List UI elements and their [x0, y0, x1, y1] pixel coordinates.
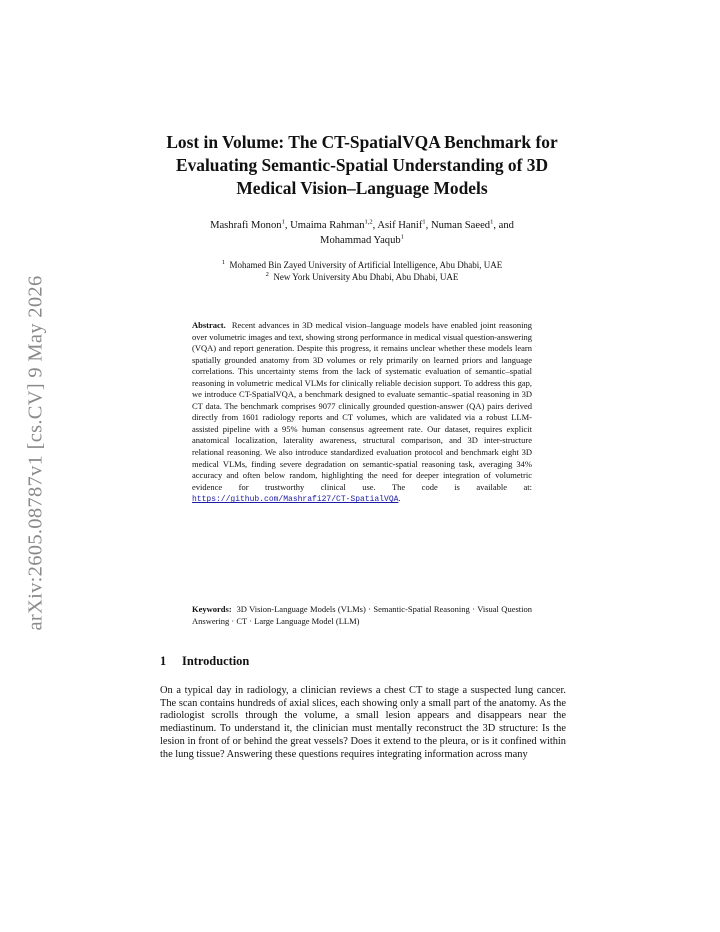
author: Umaima Rahman$^{1,2}$, — [290, 218, 378, 231]
arxiv-identifier-stamp — [21, 258, 51, 648]
code-repository-link[interactable]: https://github.com/Mashrafi27/CT-SpatialVQA — [192, 495, 399, 505]
author: Numan Saeed$^1$, and — [430, 218, 514, 231]
keywords-label: Keywords: — [192, 604, 232, 614]
affiliation: $^1$ Mohamed Bin Zayed University of Artificial Intelligence, Abu Dhabi, UAE — [221, 259, 503, 270]
section-heading-introduction — [160, 654, 249, 669]
arxiv-stamp-text: arXiv:2605.08787v1 [cs.CV] 9 May 2026 — [24, 275, 47, 631]
abstract-text: Recent advances in 3D medical vision–language models have enabled joint reasoning over volumetric images and text, showing strong performance in medical visual question-answering (VQA) and report generation. Despite this progress, it remains unclear whether these models learn spatially grounded anatomy from 3D volumes or rely primarily on learned priors and language correlations. This uncertainty stems from the lack of systematic evaluation of semantic–spatial reasoning in volumetric medical VLMs for clinically reliable decision support. To address this gap, we introduce CT-SpatialVQA, a benchmark designed to evaluate semantic–spatial reasoning in 3D CT data. The benchmark comprises 9077 clinically grounded question-answer (QA) pairs derived directly from 1601 radiology reports and CT volumes, which are validated via a robust LLM-assisted pipeline with a 95% human consensus agreement rate. Our dataset, requires explicit anatomical localization, laterality awareness, structural comparison, and 3D inter-structure relational reasoning. We also introduce standardized evaluation protocol and benchmark eight 3D medical VLMs, finding severe degradation on semantic-spatial reasoning task, averaging 34% accuracy and often below random, highlighting the need for deeper integration of volumetric evidence for trustworthy clinical use. The code is available at: — [192, 320, 533, 492]
author: Mashrafi Monon$^1$, — [210, 218, 291, 231]
introduction-paragraph: On a typical day in radiology, a clinician reviews a chest CT to stage a suspected lung cancer. The scan contains hundreds of axial slices, each showing only a small part of the anatomy. As the radiologist scrolls through the volume, a small lesion appears and disappears near the mediastinum. To understand it, the clinician must mentally reconstruct the 3D structure: Is the lesion in front of or behind the great vessels? Does it extend to the pleura, or is it confined within the lung tissue? Answering these questions requires integrating information across many — [160, 685, 566, 760]
author: Mohammad Yaqub$^1$ — [320, 232, 404, 246]
affiliation-list — [160, 259, 564, 284]
author: Asif Hanif$^1$, — [377, 218, 431, 231]
section-number: 1 — [160, 654, 167, 668]
section-title: Introduction — [182, 654, 250, 668]
affiliation: $^2$ New York University Abu Dhabi, Abu Dhabi, UAE — [265, 271, 459, 283]
abstract: Abstract. Recent advances in 3D medical vision–language models have enabled joint reasoning over volumetric images and text, showing strong performance in medical visual question-answering (VQA) and report generation. Despite this progress, it remains unclear whether these models learn spatially grounded anatomy from 3D volumes or rely primarily on learned priors and language correlations. This uncertainty stems from the lack of systematic evaluation of semantic–spatial reasoning in volumetric medical VLMs for clinically reliable decision support. To address this gap, we introduce CT-SpatialVQA, a benchmark designed to evaluate semantic–spatial reasoning in 3D CT data. The benchmark comprises 9077 clinically grounded question-answer (QA) pairs derived directly from 1601 radiology reports and CT volumes, which are validated via a robust LLM-assisted pipeline with a 95% human consensus agreement rate. Our dataset, requires explicit anatomical localization, laterality awareness, structural comparison, and 3D inter-structure relational reasoning. We also introduce standardized evaluation protocol and benchmark eight 3D medical VLMs, finding severe degradation on semantic-spatial reasoning task, averaging 34% accuracy and often below random, highlighting the need for deeper integration of volumetric evidence for trustworthy clinical use. The code is available at: https://github.com/Mashrafi27/CT-SpatialVQA. — [192, 320, 533, 505]
abstract-label: Abstract. — [192, 320, 226, 330]
keywords-text: 3D Vision-Language Models (VLMs) · Semantic-Spatial Reasoning · Visual Question Answering · CT · Large Language Model (LLM) — [192, 604, 533, 626]
author-list — [160, 219, 564, 248]
paper-title: Lost in Volume: The CT-SpatialVQA Benchmark for Evaluating Semantic-Spatial Understanding of 3D Medical Vision–Language Models — [166, 132, 558, 198]
keywords — [192, 604, 532, 627]
